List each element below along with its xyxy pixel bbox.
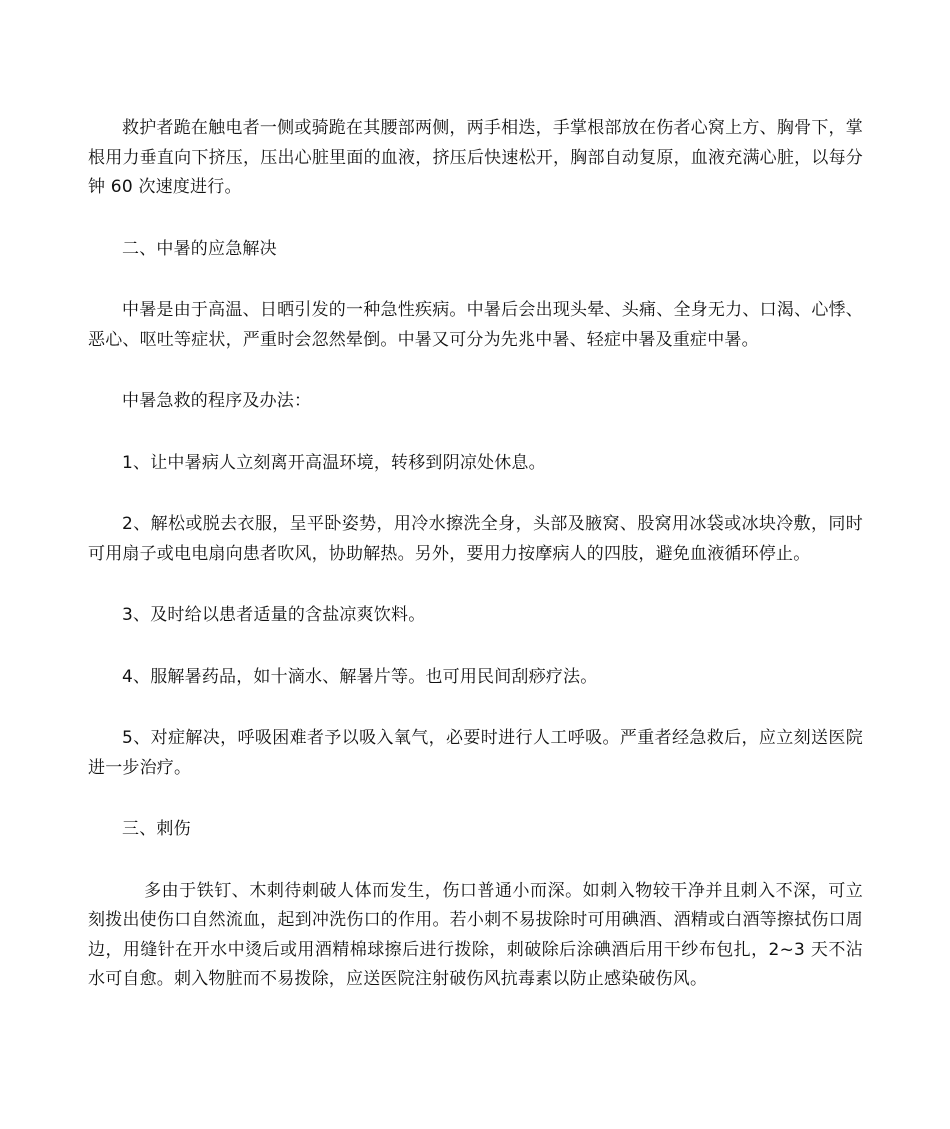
list-item-step-2: 2、解松或脱去衣服，呈平卧姿势，用冷水擦洗全身，头部及腋窝、股窝用冰袋或冰块冷敷，同时可用扇子或电电扇向患者吹风，协助解热。另外，要用力按摩病人的四肢，避免血液循环停止。: [88, 514, 863, 564]
paragraph-cpr-compression: 救护者跪在触电者一侧或骑跪在其腰部两侧，两手相迭，手掌根部放在伤者心窝上方、胸骨下，掌根用力垂直向下挤压，压出心脏里面的血液，挤压后快速松开，胸部自动复原，血液充满心脏，以每分钟 60 次速度进行。: [88, 118, 863, 197]
paragraph-gap: [88, 417, 863, 449]
paragraph-gap: [88, 569, 863, 601]
list-item-step-1: 1、让中暑病人立刻离开高温环境，转移到阴凉处休息。: [122, 452, 546, 473]
paragraph-gap: [88, 203, 863, 235]
list-item-step-4: 4、服解暑药品，如十滴水、解暑片等。也可用民间刮痧疗法。: [122, 666, 598, 687]
section-heading-puncture-wound: 三、刺伤: [122, 819, 191, 839]
document-page: [88, 114, 863, 995]
paragraph-gap: [88, 631, 863, 663]
paragraph-gap: [88, 783, 863, 815]
paragraph-gap: [88, 692, 863, 724]
section-heading-heatstroke: 二、中暑的应急解决: [122, 238, 277, 259]
paragraph-heatstroke-intro: 中暑是由于高温、日晒引发的一种急性疾病。中暑后会出现头晕、头痛、全身无力、口渴、心悸、恶心、呕吐等症状，严重时会忽然晕倒。中暑又可分为先兆中暑、轻症中暑及重症中暑。: [88, 300, 863, 350]
paragraph-gap: [88, 264, 863, 296]
paragraph-gap: [88, 355, 863, 387]
list-item-step-3: 3、及时给以患者适量的含盐凉爽饮料。: [122, 605, 426, 625]
paragraph-puncture-wound: 多由于铁钉、木刺待刺破人体而发生，伤口普通小而深。如刺入物较干净并且刺入不深，可立刻拨出使伤口自然流血，起到冲洗伤口的作用。若小刺不易拔除时可用碘酒、酒精或白酒等擦拭伤口周边，用缝针在开水中烫后或用酒精棉球擦后进行拨除，刺破除后涂碘酒后用干纱布包扎，2~3 天不沾水可自愈。刺入物脏而不易拨除，应送医院注射破伤风抗毒素以防止感染破伤风。: [88, 880, 863, 989]
paragraph-heatstroke-procedure-title: 中暑急救的程序及办法：: [122, 391, 312, 411]
paragraph-gap: [88, 845, 863, 877]
paragraph-gap: [88, 478, 863, 510]
list-item-step-5: 5、对症解决，呼吸困难者予以吸入氧气，必要时进行人工呼吸。严重者经急救后，应立刻送医院进一步治疗。: [88, 728, 863, 778]
